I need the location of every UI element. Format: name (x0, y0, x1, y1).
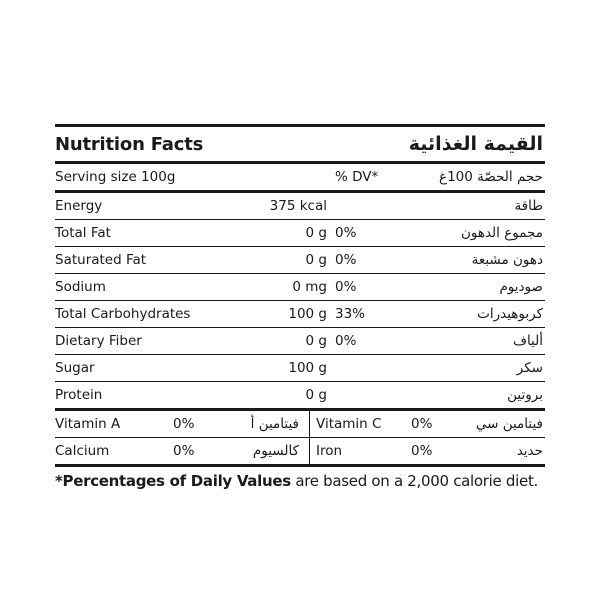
nutrient-amount: 0 g (305, 387, 327, 403)
nutrient-dv: 0% (335, 252, 357, 268)
title-row (55, 127, 545, 164)
nutrient-amount: 0 g (305, 333, 327, 349)
nutrient-label-arabic: صوديوم (499, 279, 543, 295)
mineral-row (55, 438, 545, 467)
nutrient-dv: 0% (335, 333, 357, 349)
calcium-arabic: كالسيوم (252, 443, 299, 459)
footnote-text: are based on a 2,000 calorie diet. (290, 472, 539, 490)
nutrient-dv: 0% (335, 279, 357, 295)
vitamin-c-arabic: فيتامين سي (475, 416, 543, 432)
title-arabic: القيمة الغذائية (408, 133, 543, 155)
vitamin-c-label: Vitamin C (316, 416, 382, 432)
nutrition-facts-panel (55, 124, 545, 493)
vitamin-a-arabic: فيتامين أ (250, 416, 299, 432)
iron-label: Iron (316, 443, 343, 459)
nutrient-label: Dietary Fiber (55, 333, 142, 349)
nutrient-label: Energy (55, 198, 103, 214)
nutrient-amount: 100 g (288, 306, 327, 322)
dv-header: % DV* (335, 169, 379, 185)
nutrient-row-sugar (55, 355, 545, 382)
nutrient-row-energy (55, 193, 545, 220)
nutrient-amount: 375 kcal (269, 198, 327, 214)
vitamin-a-value: 0% (173, 416, 195, 432)
nutrient-amount: 0 g (305, 225, 327, 241)
serving-size-row (55, 164, 545, 193)
nutrients-list (55, 193, 545, 411)
nutrient-label-arabic: دهون مشبعة (471, 252, 543, 268)
serving-size-label: Serving size 100g (55, 169, 176, 185)
nutrient-label-arabic: كربوهيدرات (477, 306, 543, 322)
nutrient-label: Total Fat (55, 225, 111, 241)
footnote-bold: *Percentages of Daily Values (55, 472, 291, 490)
nutrient-label: Protein (55, 387, 103, 403)
serving-size-arabic: حجم الحصّة 100غ (439, 169, 543, 185)
nutrient-label: Total Carbohydrates (55, 306, 191, 322)
nutrient-row-total-fat (55, 220, 545, 247)
nutrient-label-arabic: مجموع الدهون (460, 225, 543, 241)
nutrient-amount: 0 mg (292, 279, 327, 295)
column-divider (309, 438, 310, 464)
nutrient-row-saturated-fat (55, 247, 545, 274)
nutrient-row-dietary-fiber (55, 328, 545, 355)
daily-values-footnote (55, 469, 545, 493)
calcium-label: Calcium (55, 443, 110, 459)
nutrient-row-protein (55, 382, 545, 411)
title-english: Nutrition Facts (55, 133, 204, 155)
iron-value: 0% (411, 443, 433, 459)
vitamin-c-value: 0% (411, 416, 433, 432)
nutrient-dv: 0% (335, 225, 357, 241)
nutrient-label-arabic: سكر (516, 360, 543, 376)
nutrient-label-arabic: بروتين (507, 387, 543, 403)
nutrient-amount: 100 g (288, 360, 327, 376)
nutrient-label: Sodium (55, 279, 106, 295)
nutrient-label-arabic: طاقة (514, 198, 543, 214)
nutrient-amount: 0 g (305, 252, 327, 268)
vitamins-minerals-grid (55, 411, 545, 467)
nutrient-label: Saturated Fat (55, 252, 147, 268)
calcium-value: 0% (173, 443, 195, 459)
nutrient-label-arabic: ألياف (512, 333, 543, 349)
vitamin-row (55, 411, 545, 438)
nutrient-label: Sugar (55, 360, 95, 376)
nutrient-dv: 33% (335, 306, 366, 322)
vitamin-a-label: Vitamin A (55, 416, 121, 432)
nutrient-row-total-carbohydrates (55, 301, 545, 328)
column-divider (309, 411, 310, 437)
nutrient-row-sodium (55, 274, 545, 301)
iron-arabic: حديد (516, 443, 543, 459)
